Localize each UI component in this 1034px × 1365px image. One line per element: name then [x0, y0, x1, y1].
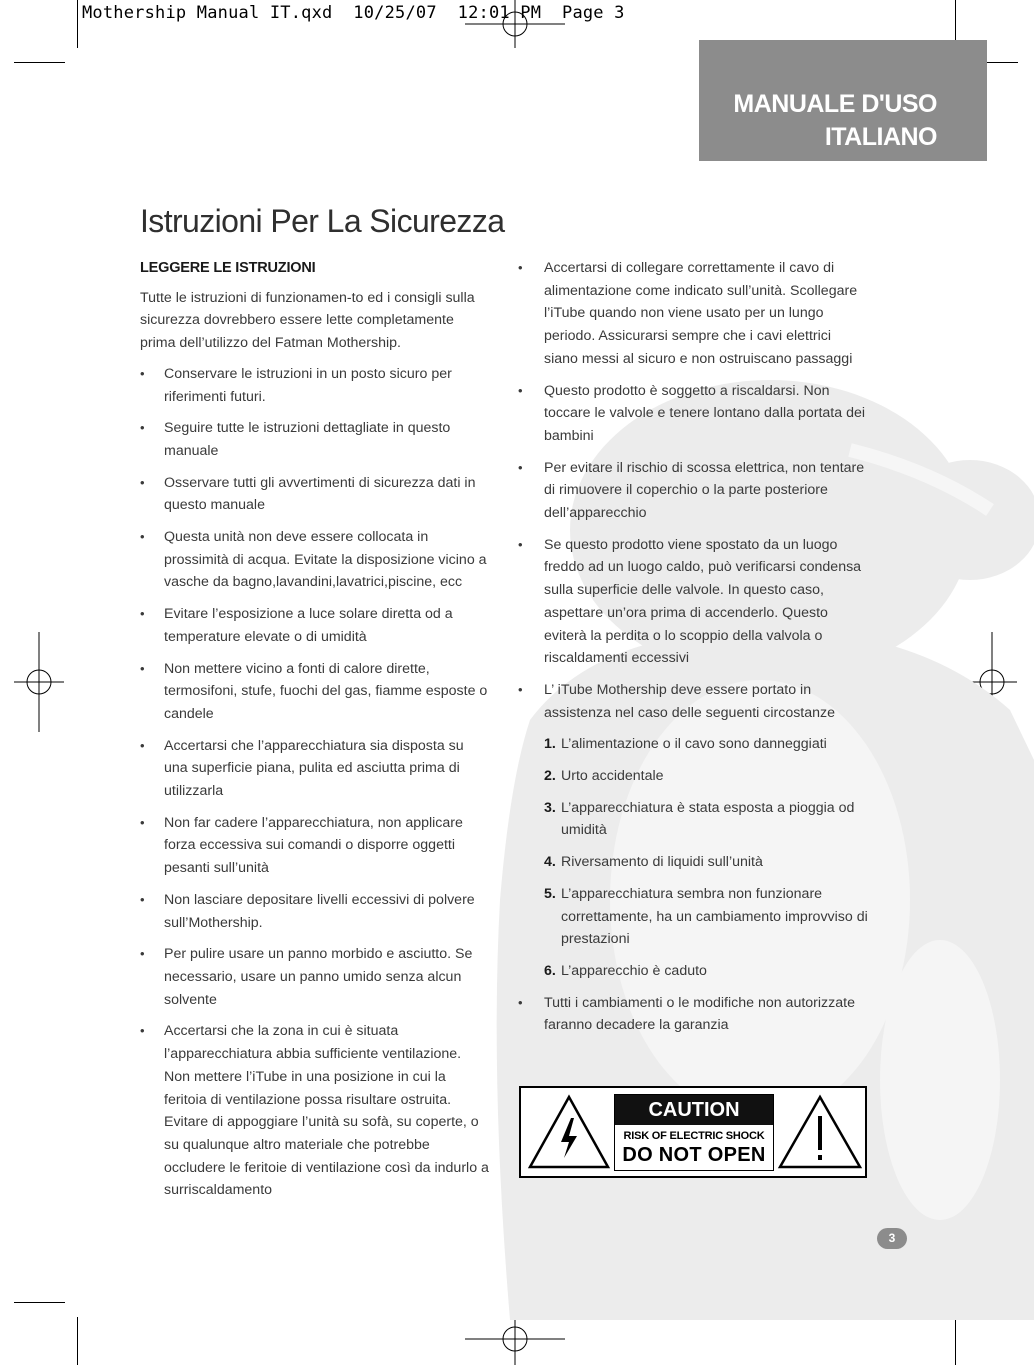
bullet-dot-icon: •	[140, 420, 145, 436]
exclamation-triangle-icon	[777, 1094, 863, 1170]
list-item: • Accertarsi che l’apparecchiatura sia disposta su una superficie piana, pulita ed asciutta prima di utilizzarla	[140, 735, 490, 803]
page-title: Istruzioni Per La Sicurezza	[140, 203, 505, 239]
service-conditions-list	[544, 733, 868, 982]
list-item: • Per evitare il rischio di scossa elettrica, non tentare di rimuovere il coperchio o la parte posteriore dell’apparecchio	[518, 457, 868, 525]
list-item: • Accertarsi di collegare correttamente il cavo di alimentazione come indicato sull’unità. Scollegare l’iTube quando non viene usato per un lungo periodo. Assicurarsi sempre che i cavi elettrici siano messi al sicuro e non ostruiscano passaggi	[518, 257, 868, 371]
bullet-dot-icon: •	[140, 737, 145, 753]
bullet-dot-icon: •	[518, 994, 523, 1010]
right-bullet-list	[518, 257, 868, 724]
registration-mark-bottom-icon	[465, 1315, 565, 1365]
bullet-dot-icon: •	[140, 946, 145, 962]
bullet-dot-icon: •	[140, 891, 145, 907]
bullet-dot-icon: •	[518, 382, 523, 398]
intro-paragraph: Tutte le istruzioni di funzionamen-to ed i consigli sulla sicurezza dovrebbero essere lette completamente prima dell’utilizzo del Fatman Mothership.	[140, 289, 475, 352]
list-item: • Evitare l’esposizione a luce solare diretta od a temperature elevate o di umidità	[140, 603, 490, 648]
right-column	[518, 257, 868, 1046]
numbered-item: 3. L’apparecchiatura è stata esposta a pioggia od umidità	[544, 799, 855, 839]
caution-warning: DO NOT OPEN	[622, 1144, 766, 1166]
warranty-bullet	[518, 992, 868, 1037]
list-item: • Per pulire usare un panno morbido e asciutto. Se necessario, usare un panno umido senza alcun solvente	[140, 943, 490, 1011]
bullet-dot-icon: •	[140, 606, 145, 622]
crop-mark-bottom-left-h	[14, 1302, 65, 1303]
page-number-badge: 3	[877, 1228, 907, 1249]
numbered-item: 4. Riversamento di liquidi sull’unità	[544, 854, 763, 871]
header-title-line2: ITALIANO	[824, 123, 937, 151]
bullet-dot-icon: •	[140, 474, 145, 490]
caution-title: CAUTION	[615, 1095, 773, 1125]
bullet-dot-icon: •	[140, 1023, 145, 1039]
printer-slug-line: Mothership Manual IT.qxd 10/25/07 12:01 PM Page 3	[82, 3, 625, 23]
language-header-box	[699, 40, 987, 161]
section-subheading: LEGGERE LE ISTRUZIONI	[140, 260, 316, 276]
caution-text-panel	[614, 1094, 774, 1171]
list-item: • Osservare tutti gli avvertimenti di sicurezza dati in questo manuale	[140, 472, 490, 517]
crop-mark-bottom-right-v	[955, 1317, 956, 1365]
list-item: • Se questo prodotto viene spostato da un luogo freddo ad un luogo caldo, può verificarsi condensa sulla superficie delle valvole. In questo caso, aspettare un’ora prima di accenderlo. Questo eviterà la perdita o lo scoppio della valvola o riscaldamenti eccessivi	[518, 534, 868, 670]
bullet-dot-icon: •	[140, 814, 145, 830]
numbered-item: 5. L’apparecchiatura sembra non funzionare correttamente, ha un cambiamento improvviso di prestazioni	[544, 885, 868, 948]
left-bullet-list	[140, 363, 490, 1202]
bullet-dot-icon: •	[518, 681, 523, 697]
bullet-dot-icon: •	[140, 365, 145, 381]
numbered-item: 2. Urto accidentale	[544, 768, 664, 785]
bullet-dot-icon: •	[518, 260, 523, 275]
bullet-dot-icon: •	[518, 536, 523, 552]
left-column	[140, 257, 490, 1211]
bullet-dot-icon: •	[140, 529, 145, 545]
list-item: • Non lasciare depositare livelli eccessivi di polvere sull’Mothership.	[140, 889, 490, 934]
list-item: • Accertarsi che la zona in cui è situata l’apparecchiatura abbia sufficiente ventilazione. Non mettere l’iTube in una posizione in cui la feritoia di ventilazione possa risultare ostruita. Evitare di appoggiare l’unità su sofà, su coperte, o su qualunque altro materiale che potrebbe occludere le feritoie di ventilazione così da indurlo a surriscaldamento	[140, 1020, 490, 1202]
crop-mark-bottom-left-v	[77, 1317, 78, 1365]
list-item: • Non mettere vicino a fonti di calore dirette, termosifoni, stufe, fuochi del gas, fiamme esposte o candele	[140, 658, 490, 726]
list-item: • Non far cadere l’apparecchiatura, non applicare forza eccessiva sui comandi o disporre oggetti pesanti sull’unità	[140, 812, 490, 880]
list-item: • Conservare le istruzioni in un posto sicuro per riferimenti futuri.	[140, 363, 490, 408]
registration-mark-top-icon	[465, 0, 565, 50]
caution-subtitle: RISK OF ELECTRIC SHOCK	[623, 1130, 765, 1142]
crop-mark-top-left-h	[14, 62, 65, 63]
list-item: • Questo prodotto è soggetto a riscaldarsi. Non toccare le valvole e tenere lontano dalla portata dei bambini	[518, 380, 868, 448]
bullet-dot-icon: •	[518, 459, 523, 475]
numbered-item: 1. L’alimentazione o il cavo sono danneggiati	[544, 736, 827, 753]
list-item: • Questa unità non deve essere collocata in prossimità di acqua. Evitate la disposizione vicino a vasche da bagno,lavandini,lavatrici,piscine, ecc	[140, 526, 490, 594]
bullet-dot-icon: •	[140, 660, 145, 676]
crop-mark-top-left-v	[77, 0, 78, 48]
caution-label	[519, 1086, 867, 1178]
list-item: • Tutti i cambiamenti o le modifiche non autorizzate faranno decadere la garanzia	[518, 992, 868, 1037]
registration-mark-left-icon	[14, 632, 64, 732]
header-title-line1: MANUALE D'USO	[733, 90, 937, 118]
list-item: • L’ iTube Mothership deve essere portato in assistenza nel caso delle seguenti circostanze	[518, 679, 868, 724]
numbered-item: 6. L’apparecchio è caduto	[544, 962, 707, 979]
lightning-triangle-icon	[527, 1094, 611, 1170]
list-item: • Seguire tutte le istruzioni dettagliate in questo manuale	[140, 417, 490, 462]
